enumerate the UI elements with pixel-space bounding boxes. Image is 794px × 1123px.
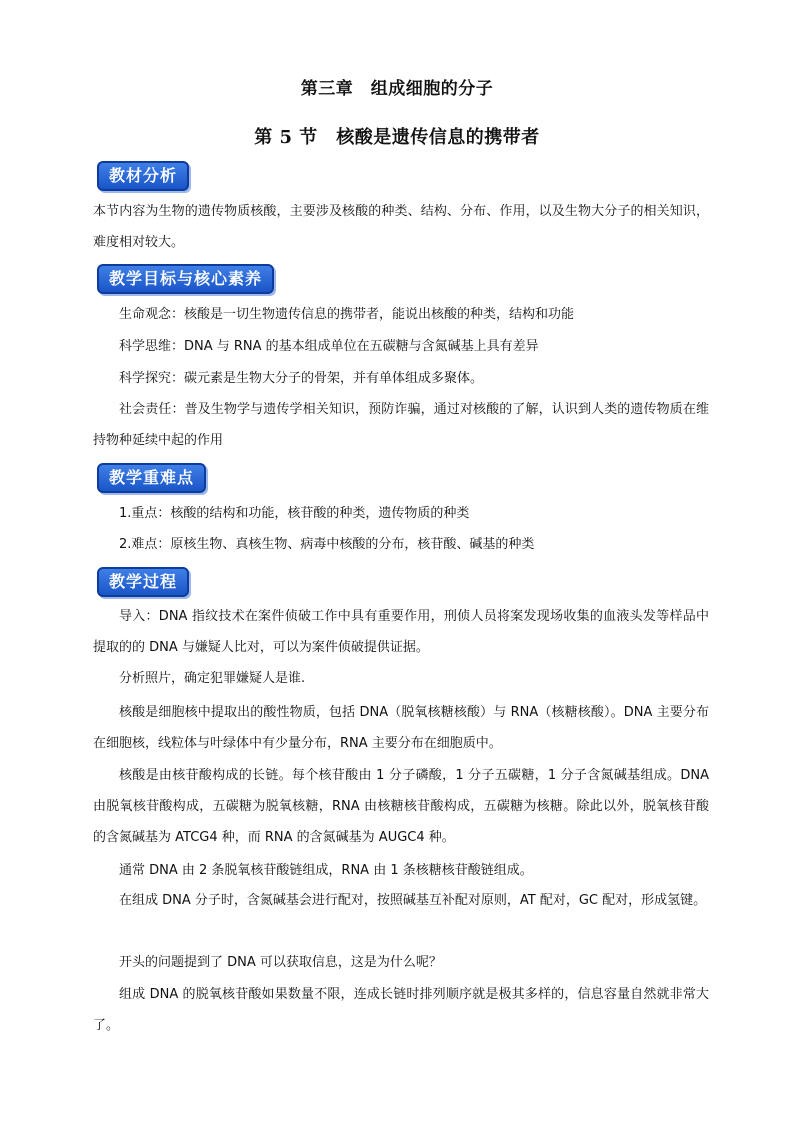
heading-badge-key-points: 教学重难点: [97, 463, 206, 493]
process-paragraph: 组成 DNA 的脱氧核苷酸如果数量不限，连成长链时排列顺序就是极其多样的，信息容量自然就非常大了。: [93, 987, 709, 1033]
process-paragraph: 通常 DNA 由 2 条脱氧核苷酸链组成，RNA 由 1 条核糖核苷酸链组成。: [119, 863, 533, 878]
process-paragraph: 开头的问题提到了 DNA 可以获取信息，这是为什么呢？: [119, 955, 442, 970]
section-title: 第 5 节 核酸是遗传信息的携带者: [254, 127, 540, 148]
process-paragraph: 核酸是由核苷酸构成的长链。每个核苷酸由 1 分子磷酸，1 分子五碳糖，1 分子含氮碱基组成。DNA 由脱氧核苷酸构成，五碳糖为脱氧核糖，RNA 由核糖核苷酸构成，五碳糖为核糖。除此以外，脱氧核苷酸的含氮碱基为 ATCG4 种，而 RNA 的含氮碱基为 AUGC4 种。: [93, 768, 709, 845]
heading-badge-process: 教学过程: [97, 567, 189, 597]
objective-item: 社会责任：普及生物学与遗传学相关知识，预防诈骗，通过对核酸的了解，认识到人类的遗传物质在维持物种延续中起的作用: [93, 402, 709, 448]
heading-badge-analysis: 教材分析: [97, 161, 189, 191]
key-point-item: 2.难点：原核生物、真核生物、病毒中核酸的分布，核苷酸、碱基的种类: [119, 537, 535, 552]
analysis-text: 本节内容为生物的遗传物质核酸，主要涉及核酸的种类、结构、分布、作用，以及生物大分子的相关知识，难度相对较大。: [93, 204, 709, 250]
process-paragraph: 在组成 DNA 分子时，含氮碱基会进行配对，按照碱基互补配对原则，AT 配对，GC 配对，形成氢键。: [119, 893, 707, 908]
objective-item: 生命观念：核酸是一切生物遗传信息的携带者，能说出核酸的种类，结构和功能: [119, 307, 575, 322]
objective-item: 科学思维：DNA 与 RNA 的基本组成单位在五碳糖与含氮碱基上具有差异: [119, 339, 539, 354]
chapter-title: 第三章 组成细胞的分子: [300, 79, 494, 99]
process-paragraph: 核酸是细胞核中提取出的酸性物质，包括 DNA（脱氧核糖核酸）与 RNA（核糖核酸）。DNA 主要分布在细胞核，线粒体与叶绿体中有少量分布，RNA 主要分布在细胞质中。: [93, 705, 709, 751]
process-paragraph: 导入：DNA 指纹技术在案件侦破工作中具有重要作用，刑侦人员将案发现场收集的血液头发等样品中提取的的 DNA 与嫌疑人比对，可以为案件侦破提供证据。: [93, 609, 709, 655]
key-point-item: 1.重点：核酸的结构和功能，核苷酸的种类，遗传物质的种类: [119, 506, 470, 521]
objective-item: 科学探究：碳元素是生物大分子的骨架，并有单体组成多聚体。: [119, 371, 484, 386]
heading-badge-objectives: 教学目标与核心素养: [97, 264, 274, 294]
process-paragraph: 分析照片，确定犯罪嫌疑人是谁.: [119, 671, 306, 686]
